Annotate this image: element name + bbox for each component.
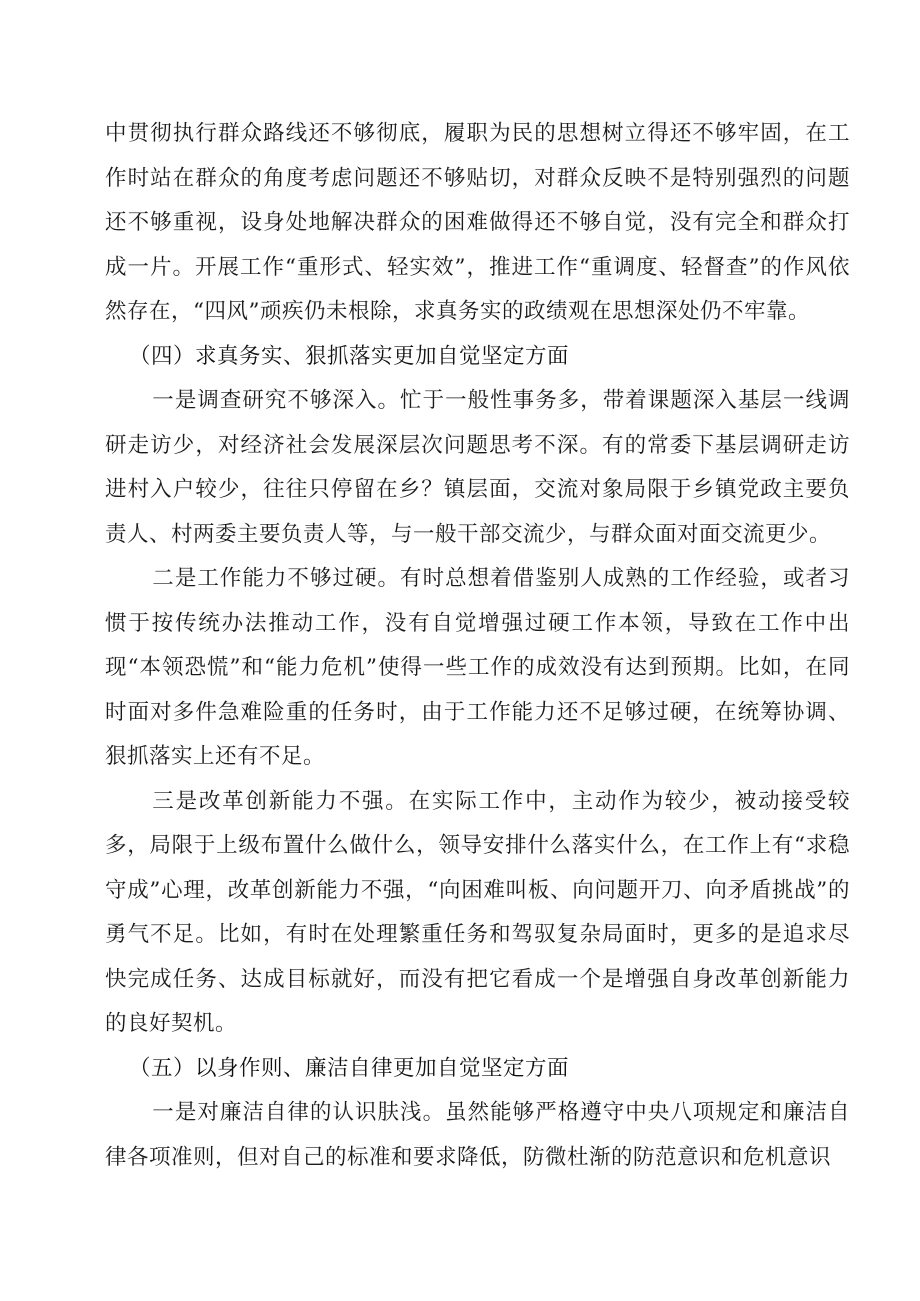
document-body [105,112,850,1180]
paragraph-innovation: 三是改革创新能力不强。在实际工作中，主动作为较少，被动接受较多，局限于上级布置什么做什么，领导安排什么落实什么，在工作上有“求稳守成”心理，改革创新能力不强，“向困难叫板、向问题开刀、向矛盾挑战”的勇气不足。比如，有时在处理繁重任务和驾驭复杂局面时，更多的是追求尽快完成任务、达成目标就好，而没有把它看成一个是增强自身改革创新能力的良好契机。 [105,788,850,1036]
section-heading-4: （四）求真务实、狠抓落实更加自觉坚定方面 [129,343,570,369]
paragraph-research: 一是调查研究不够深入。忙于一般性事务多，带着课题深入基层一线调研走访少，对经济社会发展深层次问题思考不深。有的常委下基层调研走访进村入户较少，往往只停留在乡？镇层面，交流对象局限于乡镇党政主要负责人、村两委主要负责人等，与一般干部交流少，与群众面对面交流更少。 [105,388,850,547]
paragraph-continuation: 中贯彻执行群众路线还不够彻底，履职为民的思想树立得还不够牢固，在工作时站在群众的角度考虑问题还不够贴切，对群众反映不是特别强烈的问题还不够重视，设身处地解决群众的困难做得还不够自觉，没有完全和群众打成一片。开展工作“重形式、轻实效”，推进工作“重调度、轻督查”的作风依然存在，“四风”顽疾仍未根除，求真务实的政绩观在思想深处仍不牢靠。 [105,121,850,324]
paragraph-ability: 二是工作能力不够过硬。有时总想着借鉴别人成熟的工作经验，或者习惯于按传统办法推动工作，没有自觉增强过硬工作本领，导致在工作中出现“本领恐慌”和“能力危机”使得一些工作的成效没有达到预期。比如，在同时面对多件急难险重的任务时，由于工作能力还不足够过硬，在统筹协调、狠抓落实上还有不足。 [105,566,850,769]
paragraph-integrity: 一是对廉洁自律的认识肤浅。虽然能够严格遵守中央八项规定和廉洁自律各项准则，但对自己的标准和要求降低，防微杜渐的防范意识和危机意识 [105,1100,850,1170]
section-heading-5: （五）以身作则、廉洁自律更加自觉坚定方面 [129,1055,570,1081]
